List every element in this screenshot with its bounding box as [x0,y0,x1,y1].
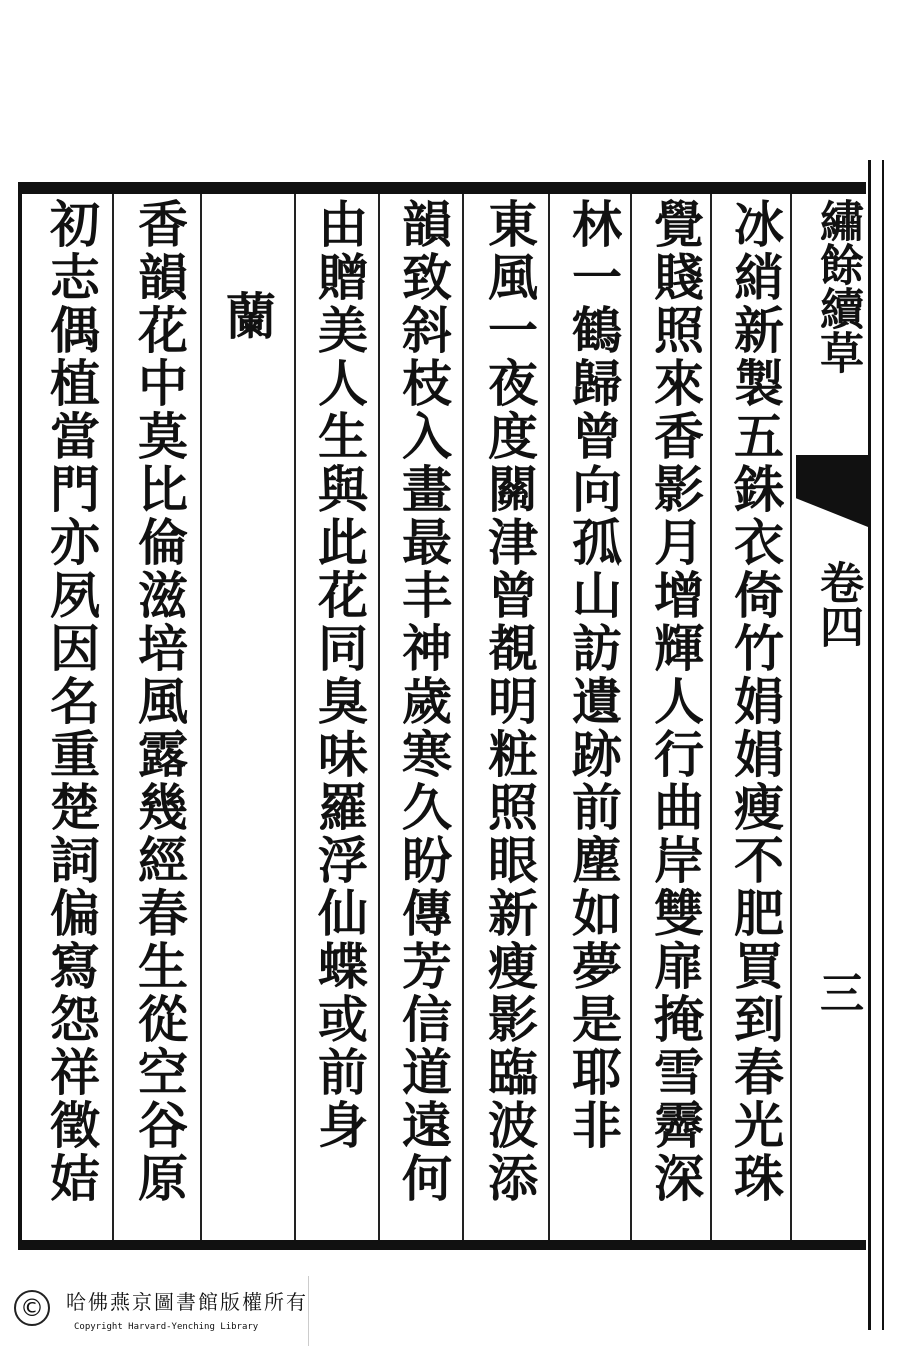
column-divider [710,194,712,1240]
text-column-1: 冰綃新製五銖衣倚竹娟娟瘦不肥買到春光珠 [726,198,785,1205]
frame-top-rule [18,182,866,194]
column-divider [790,194,792,1240]
column-divider [112,194,114,1240]
copyright-icon: © [14,1290,50,1326]
frame-left-rule [18,182,22,1250]
book-title: 繡餘續草 [812,198,863,374]
fish-tail-mark [796,455,868,527]
text-column-9: 初志偶植當門亦夙因名重楚詞偏寫怨祥徵姞 [42,198,101,1205]
column-divider [630,194,632,1240]
column-divider [462,194,464,1240]
column-divider [200,194,202,1240]
column-divider [548,194,550,1240]
column-divider [294,194,296,1240]
copyright-stamp [2,1276,309,1346]
frame-bottom-rule [18,1240,866,1250]
text-column-8: 香韻花中莫比倫滋培風露幾經春生從空谷原 [130,198,189,1205]
text-column-5: 韻致斜枝入畫最丰神歲寒久盼傳芳信道遠何 [394,198,453,1205]
copyright-english: Copyright Harvard-Yenching Library [74,1322,259,1332]
volume-label: 卷四 [812,560,863,648]
text-column-3: 林一鶴歸曾向孤山訪遺跡前塵如夢是耶非 [564,198,623,1152]
copyright-chinese: 哈佛燕京圖書館版權所有 [66,1290,308,1314]
column-divider [378,194,380,1240]
page-number: 三 [812,970,863,1014]
text-column-2: 覺賤照來香影月增輝人行曲岸雙扉掩雪霽深 [646,198,705,1205]
text-column-6: 由贈美人生與此花同臭味羅浮仙蝶或前身 [310,198,369,1152]
poem-title-orchid: 蘭 [218,290,277,343]
center-fold-edge [868,160,884,1330]
text-column-4: 東風一夜度關津曾覩明粧照眼新瘦影臨波添 [480,198,539,1205]
